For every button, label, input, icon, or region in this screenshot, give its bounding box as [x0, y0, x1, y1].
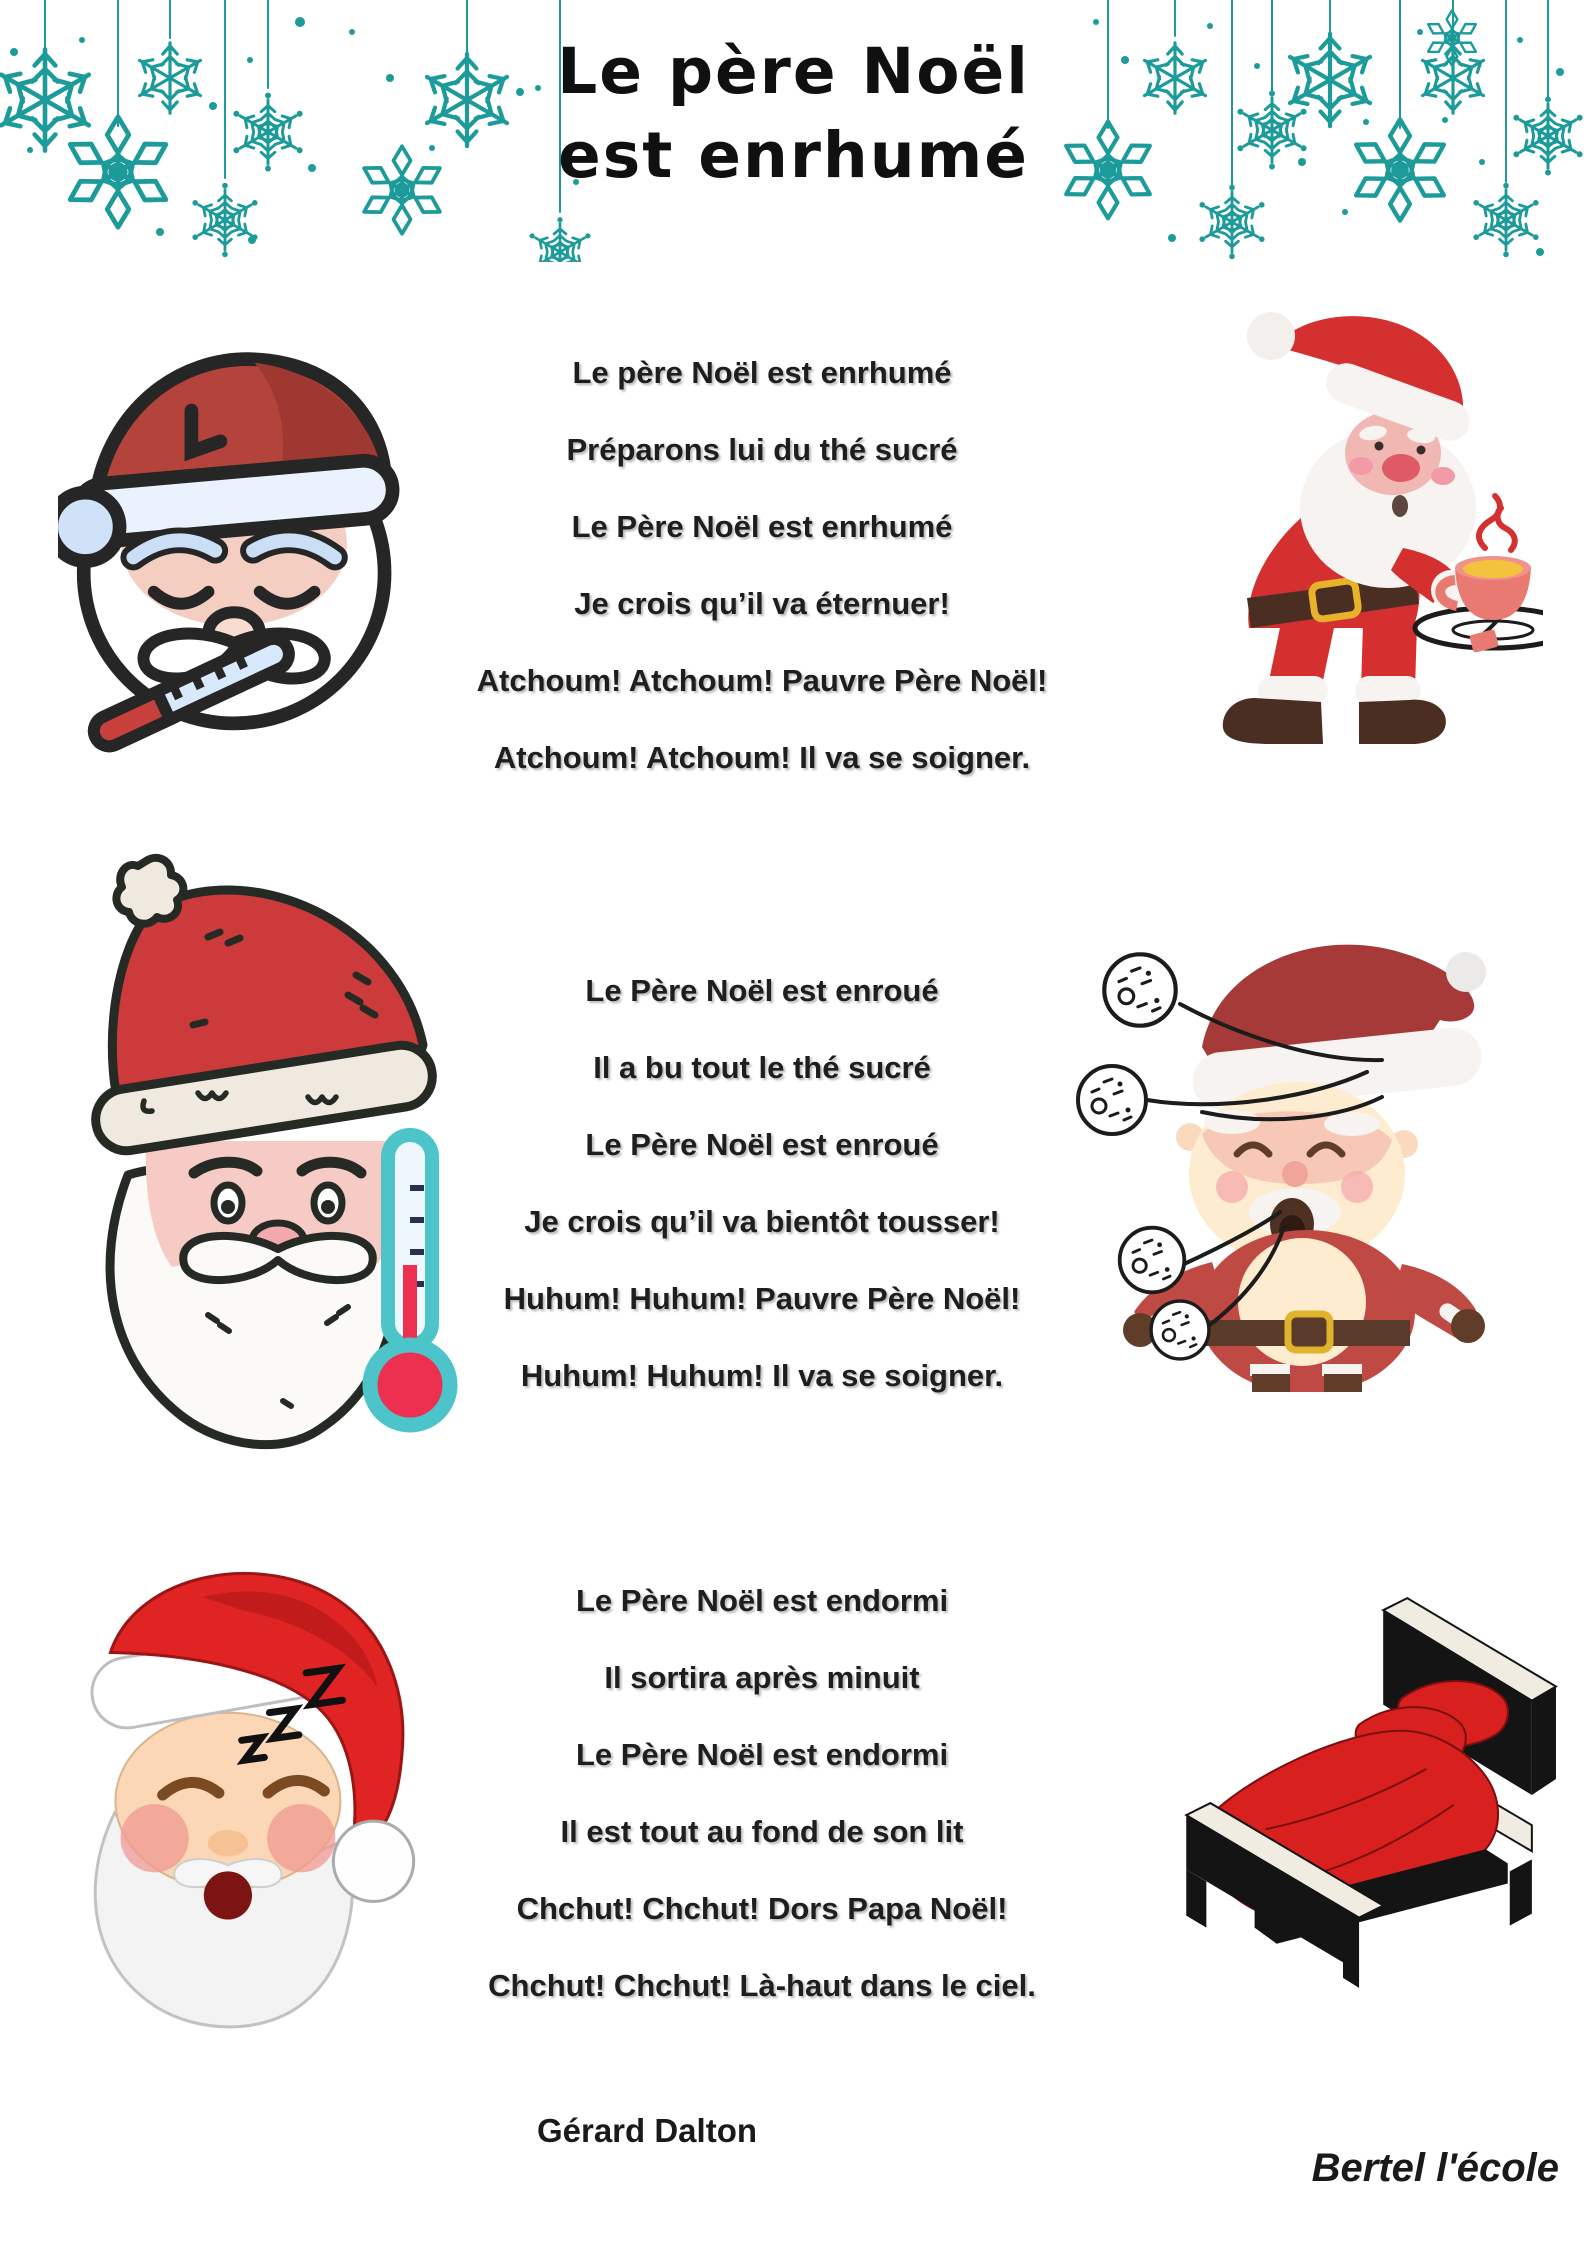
title-line-1: Le père Noël: [557, 35, 1030, 108]
verse-1-text: [352, 334, 1172, 796]
page-title: [0, 30, 1587, 198]
song-author: Gérard Dalton: [536, 2112, 758, 2149]
verse-2-text: [352, 952, 1172, 1414]
verse-line: Huhum! Huhum! Il va se soigner.: [520, 1358, 1004, 1393]
verse-line: Préparons lui du thé sucré: [566, 432, 958, 467]
verse-line: Je crois qu’il va bientôt tousser!: [524, 1204, 1000, 1239]
verse-3-text: [352, 1562, 1172, 2024]
verse-line: Atchoum! Atchoum! Il va se soigner.: [493, 740, 1031, 775]
verse-line: Le Père Noël est endormi: [575, 1737, 949, 1772]
verse-line: Chchut! Chchut! Dors Papa Noël!: [516, 1891, 1008, 1926]
verse-line: Le Père Noël est enroué: [585, 973, 939, 1008]
title-line-2: est enrhumé: [558, 119, 1029, 192]
credit-signature: Bertel l'école: [1311, 2146, 1559, 2190]
verse-line: Chchut! Chchut! Là-haut dans le ciel.: [488, 1968, 1036, 2003]
verse-line: Huhum! Huhum! Pauvre Père Noël!: [503, 1281, 1021, 1316]
verse-line: Atchoum! Atchoum! Pauvre Père Noël!: [476, 663, 1048, 698]
verse-line: Le Père Noël est endormi: [575, 1583, 949, 1618]
verse-line: Le Père Noël est enroué: [585, 1127, 939, 1162]
verse-line: Il est tout au fond de son lit: [560, 1814, 964, 1849]
verse-line: Je crois qu’il va éternuer!: [574, 586, 950, 621]
verse-line: Le père Noël est enrhumé: [572, 355, 952, 390]
red-bed-illustration: [1130, 1582, 1562, 1990]
santa-head-thermometer-illustration: [58, 308, 400, 761]
verse-line: Il a bu tout le thé sucré: [593, 1050, 931, 1085]
verse-line: Il sortira après minuit: [604, 1660, 920, 1695]
verse-line: Le Père Noël est enrhumé: [571, 509, 953, 544]
santa-holding-tea-illustration: [1163, 298, 1543, 748]
